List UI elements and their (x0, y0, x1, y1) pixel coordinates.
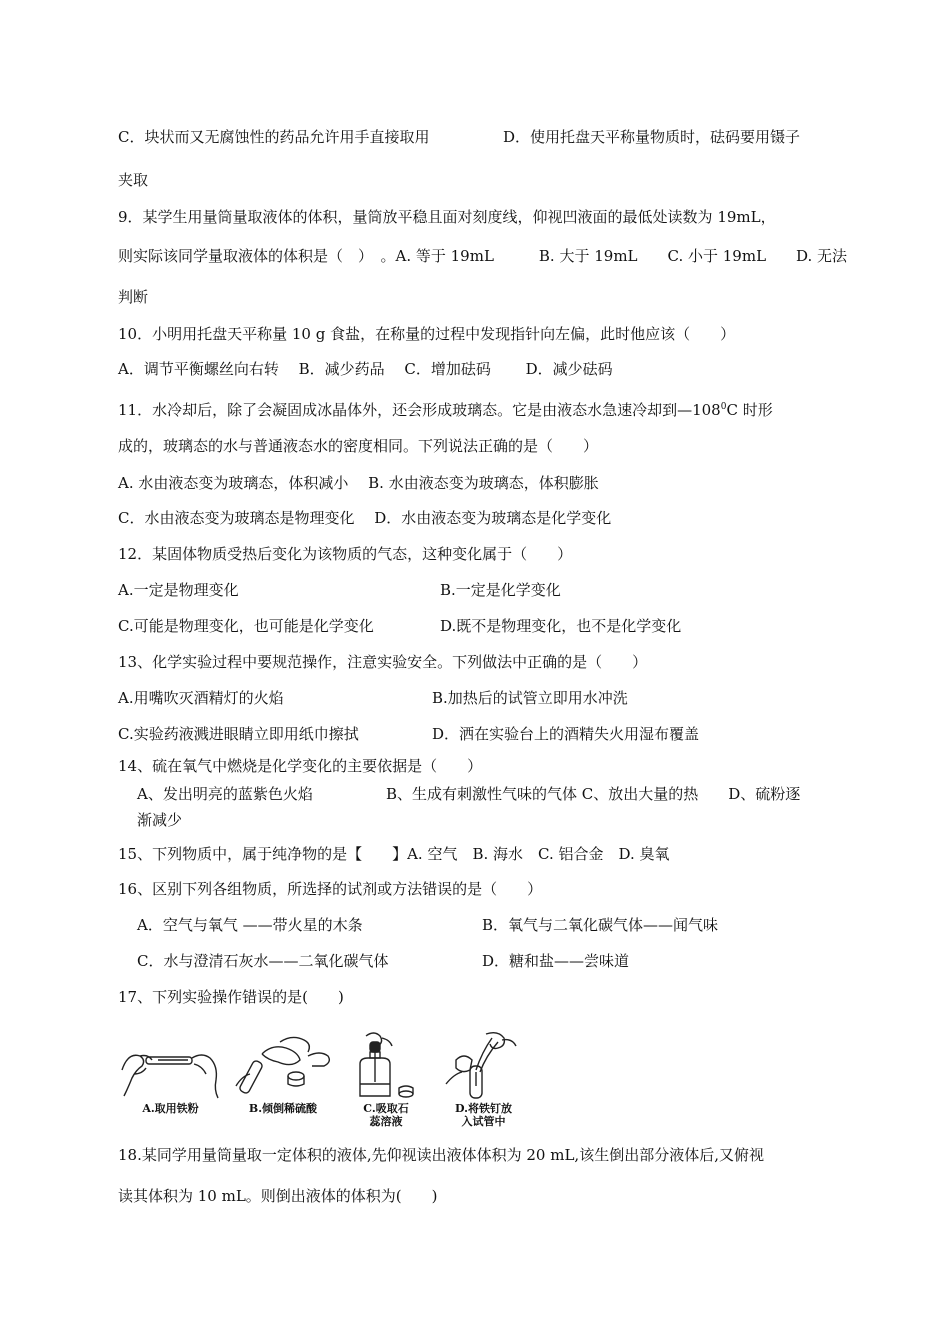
question-11: 11．水冷却后，除了会凝固成冰晶体外，还会形成玻璃态。它是由液态水急速冷却到$—108^0C$ 时形 (118, 401, 773, 419)
question-10: 10．小明用托盘天平称量 10 g 食盐，在称量的过程中发现指针向左偏，此时他应该（ ） (118, 325, 736, 343)
question-10-options: A．调节平衡螺丝向右转 B．减少药品 C．增加砝码 D．减少砝码 (118, 360, 613, 378)
figure-c-caption-line1: C.吸取石 (363, 1102, 409, 1115)
question-17-figures (118, 1030, 538, 1130)
question-11-options-cd: C．水由液态变为玻璃态是物理变化 D．水由液态变为玻璃态是化学变化 (118, 509, 612, 527)
option-d-continuation: 夹取 (118, 171, 149, 189)
option-d-text: D．使用托盘天平称量物质时，砝码要用镊子 (503, 128, 801, 146)
question-16-option-d: D．糖和盐——尝味道 (482, 952, 630, 970)
question-9-options: 则实际该同学量取液体的体积是（ ） 。A. 等于 19mL B. 大于 19mL C. 小于 19mL D. 无法 (118, 247, 848, 265)
question-16-option-c: C．水与澄清石灰水——二氧化碳气体 (137, 952, 389, 970)
figure-c (346, 1030, 426, 1130)
question-9-continuation: 判断 (118, 288, 149, 306)
figure-b (228, 1030, 338, 1130)
figure-d-caption-line2: 入试管中 (461, 1115, 506, 1128)
question-17: 17、下列实验操作错误的是( ) (118, 988, 344, 1006)
horizontal-tube-hands-icon (118, 1030, 223, 1102)
question-14-continuation: 渐减少 (137, 811, 183, 829)
figure-a-caption: A.取用铁粉 (142, 1102, 199, 1115)
question-14: 14、硫在氧气中燃烧是化学变化的主要依据是（ ） (118, 757, 483, 775)
figure-d-caption-line1: D.将铁钉放 (455, 1102, 512, 1115)
option-c-text: C．块状而又无腐蚀性的药品允许用手直接取用 (118, 128, 430, 146)
question-16: 16、区别下列各组物质，所选择的试剂或方法错误的是（ ） (118, 880, 543, 898)
question-16-option-a: A．空气与氧气 ——带火星的木条 (137, 916, 363, 934)
question-12-option-d: D.既不是物理变化，也不是化学变化 (440, 617, 682, 635)
tongs-tube-icon (436, 1030, 531, 1102)
question-12: 12．某固体物质受热后变化为该物质的气态，这种变化属于（ ） (118, 545, 573, 563)
question-11-options-ab: A. 水由液态变为玻璃态，体积减小 B. 水由液态变为玻璃态，体积膨胀 (118, 474, 599, 492)
question-15: 15、下列物质中，属于纯净物的是【 】A. 空气 B. 海水 C. 铝合金 D. 臭氧 (118, 845, 670, 863)
question-11-continuation: 成的，玻璃态的水与普通液态水的密度相同。下列说法正确的是（ ） (118, 437, 599, 455)
pouring-acid-icon (228, 1030, 338, 1102)
question-9: 9．某学生用量筒量取液体的体积，量筒放平稳且面对刻度线，仰视凹液面的最低处读数为 19mL， (118, 208, 776, 226)
question-16-option-b: B．氧气与二氧化碳气体——闻气味 (482, 916, 719, 934)
question-18-continuation: 读其体积为 10 mL。则倒出液体的体积为( ) (118, 1187, 438, 1205)
figure-b-caption: B.倾倒稀硫酸 (248, 1102, 318, 1115)
question-14-options-bcd: B、生成有刺激性气味的气体 C、放出大量的热 D、硫粉逐 (386, 785, 801, 803)
question-12-option-c: C.可能是物理变化，也可能是化学变化 (118, 617, 374, 635)
figure-d (436, 1030, 531, 1130)
question-13-option-d: D．洒在实验台上的酒精失火用湿布覆盖 (432, 725, 700, 743)
question-13-option-b: B.加热后的试管立即用水冲洗 (432, 689, 628, 707)
figure-c-caption-line2: 蕊溶液 (369, 1115, 403, 1128)
figure-a (118, 1030, 223, 1130)
question-13: 13、化学实验过程中要规范操作，注意实验安全。下列做法中正确的是（ ） (118, 653, 648, 671)
question-12-option-a: A.一定是物理变化 (118, 581, 239, 599)
question-12-option-b: B.一定是化学变化 (440, 581, 561, 599)
question-14-option-a: A、发出明亮的蓝紫色火焰 (137, 785, 313, 803)
dropper-bottle-icon (346, 1030, 426, 1102)
question-13-option-c: C.实验药液溅进眼睛立即用纸巾擦拭 (118, 725, 359, 743)
question-13-option-a: A.用嘴吹灭酒精灯的火焰 (118, 689, 284, 707)
question-18: 18.某同学用量筒量取一定体积的液体,先仰视读出液体体积为 20 mL,该生倒出部分液体后,又俯视 (118, 1146, 764, 1164)
superscript-degree: 0 (720, 402, 727, 412)
